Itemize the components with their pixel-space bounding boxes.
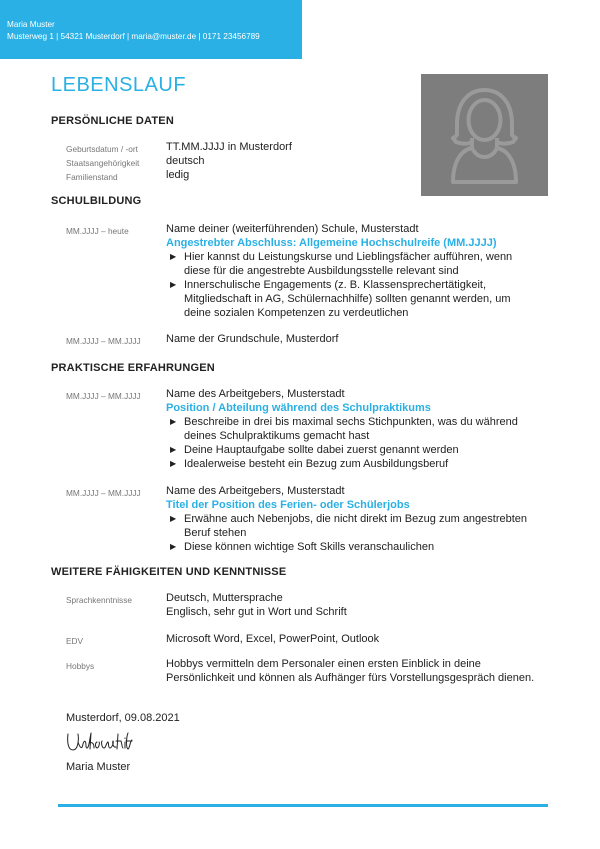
value-hobbys: Hobbys vermitteln dem Personaler einen ersten Einblick in deine Persönlichkeit und können als Aufhänger fürs Vorstellungsgespräch dienen. (166, 658, 535, 684)
place-date: Musterdorf, 09.08.2021 (66, 712, 180, 724)
header-contact: Musterweg 1 | 54321 Musterdorf | maria@muster.de | 0171 23456789 (7, 32, 260, 41)
practical-entry-date: MM.JJJJ – MM.JJJJ (66, 391, 141, 401)
list-item: ▶ Erwähne auch Nebenjobs, die nicht direkt im Bezug zum angestrebten Beruf stehen (170, 513, 528, 539)
triangle-right-icon: ▶ (170, 280, 177, 289)
school-entry-date: MM.JJJJ – MM.JJJJ (66, 336, 141, 346)
practical-entry-date: MM.JJJJ – MM.JJJJ (66, 488, 141, 498)
triangle-right-icon: ▶ (170, 514, 177, 523)
practical-entry-subtitle: Titel der Position des Ferien- oder Schülerjobs (166, 499, 410, 511)
header-name: Maria Muster (7, 20, 55, 29)
list-item: ▶ Innerschulische Engagements (z. B. Klassensprechertätigkeit, Mitgliedschaft in AG, Schülernachhilfe) sollten genannt werden, um deine sozialen Kompetenzen zu verdeutlichen (170, 279, 511, 319)
list-item: ▶ Idealerweise besteht ein Bezug zum Ausbildungsberuf (170, 458, 449, 470)
value-languages-2: Englisch, sehr gut in Wort und Schrift (166, 606, 347, 618)
value-nationality: deutsch (166, 155, 205, 167)
value-languages-1: Deutsch, Muttersprache (166, 592, 283, 604)
school-entry-date: MM.JJJJ – heute (66, 226, 129, 236)
triangle-right-icon: ▶ (170, 445, 177, 454)
label-nationality: Staatsangehörigkeit (66, 158, 140, 168)
school-entry-title: Name deiner (weiterführenden) Schule, Musterstadt (166, 223, 419, 235)
practical-entry-bullets (166, 415, 538, 471)
list-item: ▶ Deine Hauptaufgabe sollte dabei zuerst genannt werden (170, 444, 459, 456)
list-item: ▶ Hier kannst du Leistungskurse und Lieblingsfächer aufführen, wenn diese für die angestrebte Ausbildungsstelle relevant sind (170, 251, 513, 277)
section-heading-practical: PRAKTISCHE ERFAHRUNGEN (51, 362, 215, 374)
value-birth: TT.MM.JJJJ in Musterdorf (166, 141, 292, 153)
list-item: ▶ Diese können wichtige Soft Skills veranschaulichen (170, 541, 435, 553)
label-languages: Sprachkenntnisse (66, 595, 132, 605)
triangle-right-icon: ▶ (170, 252, 177, 261)
list-item: ▶ Beschreibe in drei bis maximal sechs Stichpunkten, was du während deines Schulpraktikums gemacht hast (170, 416, 518, 442)
school-entry-title: Name der Grundschule, Musterdorf (166, 333, 339, 345)
signature (64, 730, 134, 761)
signer-name: Maria Muster (66, 761, 131, 773)
header-bar (0, 0, 302, 59)
bottom-divider (58, 804, 548, 807)
triangle-right-icon: ▶ (170, 542, 177, 551)
practical-entry-bullets (166, 512, 538, 554)
person-silhouette-icon (421, 74, 548, 196)
page-title: LEBENSLAUF (51, 74, 187, 96)
triangle-right-icon: ▶ (170, 459, 177, 468)
section-heading-school: SCHULBILDUNG (51, 195, 142, 207)
photo-placeholder (421, 74, 548, 196)
school-entry-bullets (166, 250, 538, 320)
label-birth: Geburtsdatum / -ort (66, 144, 138, 154)
section-heading-skills: WEITERE FÄHIGKEITEN UND KENNTNISSE (51, 566, 287, 578)
label-edv: EDV (66, 636, 84, 646)
school-entry-subtitle: Angestrebter Abschluss: Allgemeine Hochschulreife (MM.JJJJ) (166, 237, 497, 249)
value-marital: ledig (166, 169, 190, 181)
section-heading-personal: PERSÖNLICHE DATEN (51, 115, 174, 127)
practical-entry-subtitle: Position / Abteilung während des Schulpraktikums (166, 402, 431, 414)
label-hobbys: Hobbys (66, 661, 95, 671)
label-marital: Familienstand (66, 172, 118, 182)
practical-entry-title: Name des Arbeitgebers, Musterstadt (166, 388, 345, 400)
value-edv: Microsoft Word, Excel, PowerPoint, Outlook (166, 633, 380, 645)
practical-entry-title: Name des Arbeitgebers, Musterstadt (166, 485, 345, 497)
triangle-right-icon: ▶ (170, 417, 177, 426)
